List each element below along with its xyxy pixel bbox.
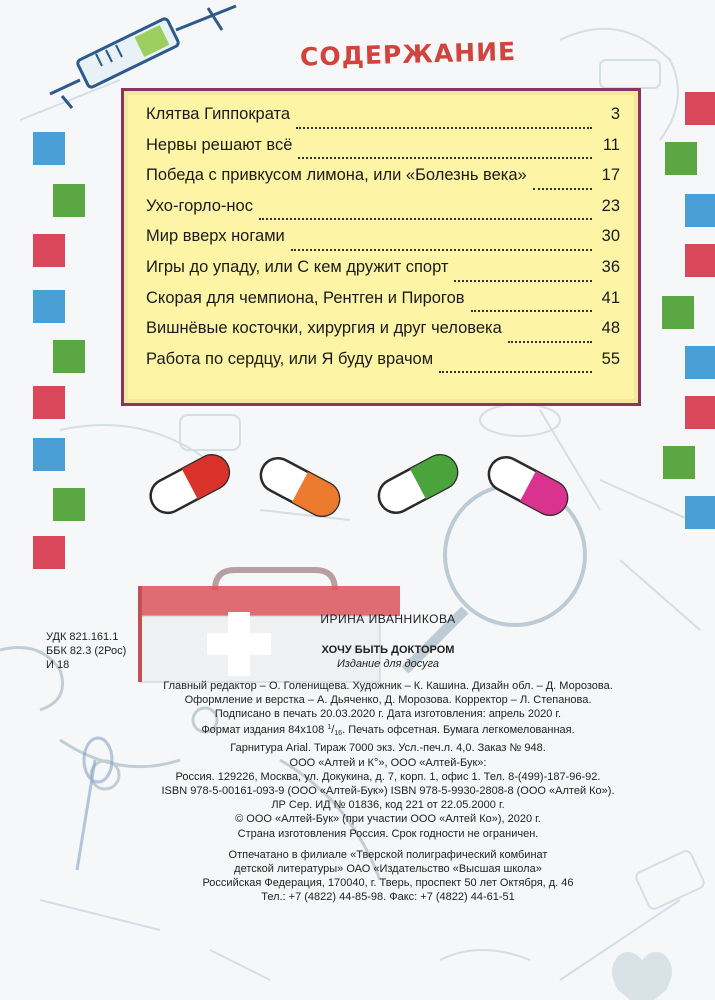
toc-entry-page: 23 [601, 196, 620, 215]
toc-entry[interactable] [146, 350, 620, 381]
toc-entry[interactable] [146, 105, 620, 136]
contents-heading: СОДЕРЖАНИЕ [299, 36, 517, 72]
toc-leader-dots [508, 340, 592, 343]
toc-entry[interactable] [146, 289, 620, 320]
format-slash: / [331, 724, 335, 737]
toc-entry-title: Нервы решают всё [146, 135, 293, 154]
toc-leader-dots [291, 248, 592, 251]
toc-entry-page: 3 [610, 105, 620, 123]
bbk-code: ББК 82.3 (2Рос) [46, 645, 127, 657]
toc-leader-dots [259, 217, 592, 220]
toc-entry-title: Скорая для чемпиона, Рентген и Пирогов [146, 288, 465, 307]
toc-entry-title: Ухо-горло-нос [146, 196, 253, 215]
staff-line: Главный редактор – О. Голенищева. Художник – К. Кашина. Дизайн обл. – Д. Морозова. [163, 679, 613, 692]
publisher-address: Россия. 129226, Москва, ул. Докукина, д. 7, корп. 1, офис 1. Тел. 8-(499)-187-96-92. [175, 770, 601, 783]
pill-green-icon [373, 449, 463, 518]
toc-entry-page: 11 [602, 135, 620, 154]
toc-leader-dots [533, 187, 592, 190]
decorative-square-column-left [33, 132, 85, 569]
toc-entry[interactable] [146, 258, 620, 289]
printer-line: Отпечатано в филиале «Тверской полиграфический комбинат [228, 848, 548, 861]
toc-entry-title: Мир вверх ногами [146, 227, 285, 246]
toc-entry-title: Вишнёвые косточки, хирургия и друг человека [146, 319, 502, 338]
udk-code: УДК 821.161.1 [46, 631, 119, 643]
printer-line: Российская Федерация, 170040, г. Тверь, проспект 50 лет Октября, д. 46 [202, 877, 574, 890]
toc-entry-title: Победа с привкусом лимона, или «Болезнь века» [146, 166, 527, 185]
toc-entry[interactable] [146, 166, 620, 197]
isbn-line: ISBN 978-5-00161-093-9 (ООО «Алтей-Бук») ISBN 978-5-9930-2808-8 (ООО «Алтей Ко»). [161, 785, 615, 798]
imprint-block [118, 612, 658, 905]
decorative-square-column-right [662, 92, 715, 529]
toc-entry-page: 55 [601, 349, 620, 368]
book-title: ХОЧУ БЫТЬ ДОКТОРОМ [321, 644, 455, 657]
author-name: ИРИНА ИВАННИКОВА [320, 612, 456, 626]
format-prefix: Формат издания 84х108 [201, 724, 328, 737]
edition-note: Издание для досуга [336, 658, 440, 671]
toc-list [146, 105, 620, 380]
toc-entry-title: Работа по сердцу, или Я буду врачом [146, 349, 434, 368]
toc-entry[interactable] [146, 197, 620, 228]
table-of-contents [121, 88, 641, 406]
toc-entry-title: Игры до упаду, или С кем дружит спорт [146, 257, 449, 276]
copyright-line: © ООО «Алтей-Бук» (при участии ООО «Алтей Ко»), 2020 г. [235, 813, 541, 826]
toc-leader-dots [454, 279, 592, 282]
printer-line: детской литературы» ОАО «Издательство «Высшая школа» [234, 863, 542, 876]
toc-leader-dots [471, 309, 592, 312]
toc-leader-dots [298, 156, 592, 159]
toc-entry[interactable] [146, 227, 620, 258]
toc-leader-dots [439, 370, 592, 373]
origin-line: Страна изготовления Россия. Срок годности не ограничен. [237, 827, 539, 840]
format-line [118, 721, 658, 741]
pill-pink-icon [483, 451, 573, 520]
toc-entry[interactable] [146, 136, 620, 167]
toc-entry-title: Клятва Гиппократа [146, 105, 291, 123]
toc-entry-page: 30 [601, 227, 620, 246]
license-line: ЛР Сер. ИД № 01836, код 221 от 22.05.2000 г. [271, 799, 505, 812]
toc-entry-page: 36 [601, 257, 620, 276]
staff-line: Оформление и верстка – А. Дьяченко, Д. Морозова. Корректор – Л. Степанова. [184, 693, 592, 706]
publishers: ООО «Алтей и К°», ООО «Алтей-Бук»: [289, 756, 487, 769]
spacer [118, 841, 658, 848]
format-denominator: 16 [334, 730, 343, 738]
toc-entry-page: 41 [601, 288, 620, 307]
format-numerator: 1 [327, 724, 332, 732]
format-suffix: . Печать офсетная. Бумага легкомелованная. [342, 724, 575, 737]
toc-entry-page: 48 [601, 319, 620, 338]
print-run: Гарнитура Arial. Тираж 7000 экз. Усл.-печ.л. 4,0. Заказ № 948. [230, 742, 546, 755]
author-sign: И 18 [46, 659, 70, 671]
printer-contacts: Тел.: +7 (4822) 44-85-98. Факс: +7 (4822) 44-61-51 [261, 891, 515, 904]
signed-date: Подписано в печать 20.03.2020 г. Дата изготовления: апрель 2020 г. [214, 708, 562, 721]
classification-codes [46, 630, 126, 672]
toc-entry-page: 17 [601, 166, 620, 185]
pill-red-icon [145, 449, 235, 518]
toc-entry[interactable] [146, 319, 620, 350]
toc-leader-dots [296, 126, 592, 129]
